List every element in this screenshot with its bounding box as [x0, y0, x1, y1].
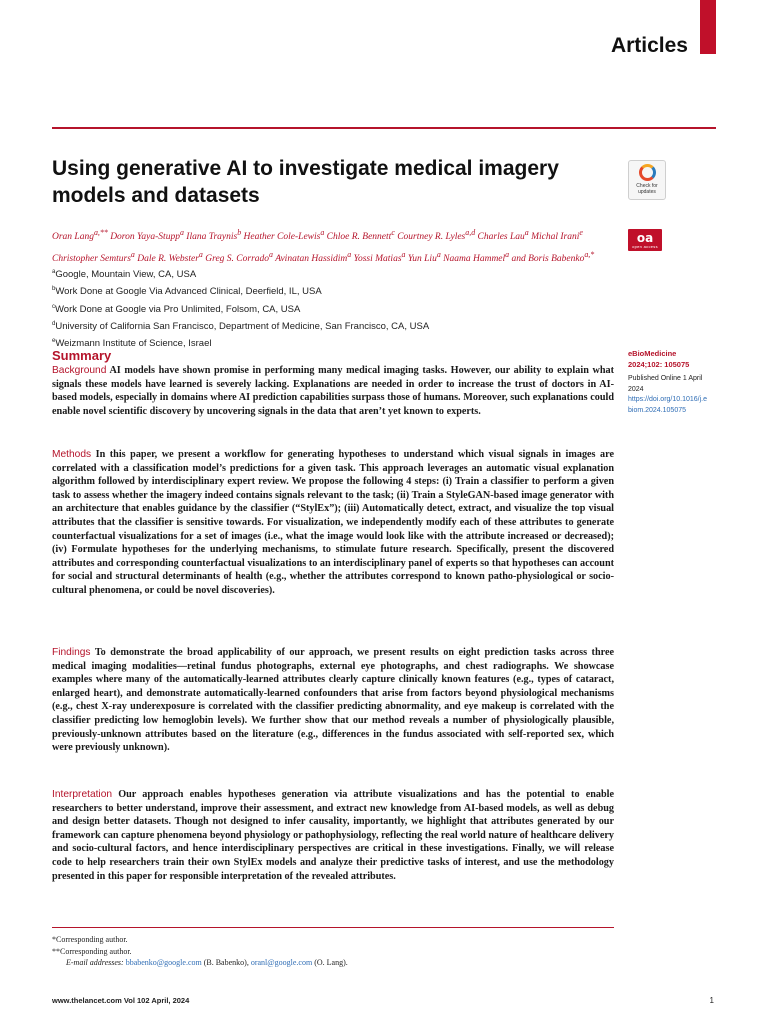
check-updates-label: Check for updates: [636, 183, 658, 195]
author-name[interactable]: Dale R. Webster: [137, 254, 199, 265]
author-sup: a,d: [465, 228, 476, 237]
affiliation: $^d$University of California San Francisco, Department of Medicine, San Francisco, CA, USA: [52, 321, 430, 333]
open-access-logo: oa: [636, 230, 654, 245]
author-sup: a: [436, 250, 441, 260]
author-list: [52, 224, 612, 268]
journal-name: eBioMedicine: [628, 349, 677, 358]
header-rule: [52, 127, 716, 129]
journal-footer: www.thelancet.com Vol 102 April, 2024: [52, 996, 190, 1005]
findings-text: To demonstrate the broad applicability of our approach, we present results on eight prediction tasks across three medical imaging modalities—retinal fundus photographs, external eye photographs, and chest radiographs. We showcase examples where many of the automatically-learned attributes clearly capture clinically known features (e.g., types of cataract, enlarged heart), and demonstrate automatically-learned confounders that arise from factors beyond physiological mechanisms (e.g., chest X-ray underexposure is correlated with the classifier predicting abnormality, and eye makeup is correlated with the classifier predicting low hemoglobin levels). We further show that our method reveals a number of physiologically plausible, previously-unknown attributes based on the literature (e.g., differences in the fundus associated with self-reported sex, which were previously unknown).: [52, 647, 614, 754]
abstract-methods: [52, 448, 614, 598]
author-sup: a: [401, 250, 406, 260]
interpretation-label: Interpretation: [52, 789, 113, 800]
author-line-1: [52, 224, 612, 246]
section-label: Articles: [610, 34, 688, 57]
methods-label: Methods: [52, 449, 92, 460]
check-updates-icon: [639, 164, 656, 181]
footnote-rule: [52, 927, 614, 928]
email-owner: (O. Lang).: [314, 958, 348, 967]
author-name[interactable]: Avinatan Hassidim: [275, 254, 348, 265]
author-name[interactable]: and Boris Babenko: [511, 254, 585, 265]
author-name[interactable]: Yun Liu: [407, 254, 437, 265]
interpretation-text: Our approach enables hypotheses generation via attribute visualizations and has the potential to enable researchers to better understand, improve their assessment, and extract new knowledge from AI-based models, as well as debug and design better datasets. Though not designed to infer causality, importantly, we highlight that attributes generated by our framework can capture phenomena beyond physiology or pathophysiology, reflecting the real world nature of healthcare delivery and socio-cultural factors, and hence interdisciplinary perspectives are critical in these investigations. Finally, we will release code to help researchers train their own StylEx models and analyze their predictive tasks of interest, and use the methodology presented in this paper for responsible interpretation of the revealed attributes.: [52, 789, 614, 882]
email-link-babenko[interactable]: bbabenko@google.com: [125, 958, 202, 967]
author-name[interactable]: Michal Irani: [531, 232, 580, 243]
author-name[interactable]: Christopher Semturs: [52, 254, 131, 265]
author-sup: c: [391, 228, 395, 237]
affiliation: $^e$Weizmann Institute of Science, Israel: [52, 338, 212, 350]
author-sup: a,**: [93, 228, 108, 237]
abstract-background: [52, 364, 614, 418]
open-access-badge: [628, 229, 662, 251]
published-date: Published Online 1 April 2024: [628, 375, 703, 393]
methods-text: In this paper, we present a workflow for generating hypotheses to understand which visual signals in images are correlated with a classification model’s predictions for a given task. This approach leverages an automatic visual explanation algorithm followed by interdisciplinary expert review. We propose the following 4 steps: (i) Train a classifier to perform a given task to assess whether the imagery indeed contains signals relevant to the task; (ii) Train a StyleGAN-based image generator with an architecture that enables guidance by the classifier (“StylEx”); (iii) Automatically detect, extract, and visualize the top visual attributes that the classifier is sensitive towards. For visualization, we independently modify each of these attributes to generate counterfactual visualizations for a set of images (i.e., what the image would look like with the attribute increased or decreased); (iv) Formulate hypotheses for the underlying mechanisms, to stimulate future research. Specifically, present the discovered attributes and corresponding counterfactual visualizations to an interdisciplinary panel of experts so that hypotheses can account for social and structural determinants of health (e.g., whether the attributes correspond to known patho-physiological or socio-cultural phenomena, or could be novel discoveries).: [52, 449, 614, 596]
author-name[interactable]: Doron Yaya-Stupp: [110, 232, 180, 243]
author-name[interactable]: Oran Lang: [52, 232, 94, 243]
author-sup: b: [237, 228, 242, 237]
author-sup: a,*: [584, 250, 595, 260]
corresponding-author-1: *Corresponding author.: [52, 935, 128, 944]
author-name[interactable]: Chloe R. Bennett: [326, 232, 392, 243]
author-sup: a: [347, 250, 352, 260]
open-access-label: open access: [632, 243, 658, 249]
email-link-lang[interactable]: oranl@google.com: [250, 958, 313, 967]
article-title: Using generative AI to investigate medical imagery models and datasets: [52, 157, 559, 207]
author-name[interactable]: Courtney R. Lyles: [397, 232, 466, 243]
background-text: AI models have shown promise in performing many medical imaging tasks. However, our ability to explain what signals these models have learned is severely lacking. Explanations are needed in order to increase the trust of doctors in AI-based models, especially in domains where AI prediction capabilities surpass those of humans. Moreover, such explanations could enable novel scientific discovery by uncovering signals in the data that aren’t yet known to experts.: [52, 365, 614, 417]
author-name[interactable]: Heather Cole-Lewis: [243, 232, 321, 243]
abstract-findings: [52, 646, 614, 755]
author-sup: a: [179, 228, 184, 237]
check-for-updates-badge[interactable]: [628, 160, 666, 200]
abstract-interpretation: [52, 788, 614, 883]
author-name[interactable]: Greg S. Corrado: [205, 254, 270, 265]
article-info-sidebar: [628, 348, 710, 416]
author-name[interactable]: Yossi Matias: [353, 254, 402, 265]
page-number: 1: [709, 996, 714, 1005]
author-name[interactable]: Naama Hammel: [443, 254, 506, 265]
affiliation: $^b$Work Done at Google Via Advanced Clinical, Deerfield, IL, USA: [52, 286, 322, 298]
author-sup: a: [269, 250, 273, 260]
email-line: [66, 957, 614, 969]
author-sup: a: [524, 228, 529, 237]
author-name[interactable]: Ilana Traynis: [186, 232, 238, 243]
email-owner: (B. Babenko),: [203, 958, 249, 967]
summary-heading: Summary: [52, 348, 112, 363]
affiliation: $^c$Work Done at Google via Pro Unlimited, Folsom, CA, USA: [52, 303, 301, 315]
background-label: Background: [52, 365, 107, 376]
findings-label: Findings: [52, 647, 91, 658]
affiliations: [52, 265, 612, 352]
author-sup: a: [320, 228, 325, 237]
author-sup: a: [198, 250, 203, 260]
email-label: E-mail addresses:: [66, 958, 124, 967]
corresponding-author-2: **Corresponding author.: [52, 946, 132, 956]
doi-link[interactable]: https://doi.org/10.1016/j.ebiom.2024.105075: [628, 396, 707, 414]
affiliation: $^a$Google, Mountain View, CA, USA: [52, 269, 197, 281]
author-sup: a: [130, 250, 135, 260]
author-name[interactable]: Charles Lau: [477, 232, 525, 243]
journal-citation: 2024;102: 105075: [628, 360, 690, 369]
header-accent-bar: [700, 0, 716, 54]
footnotes: [52, 934, 614, 969]
author-sup: a: [505, 250, 510, 260]
author-sup: e: [579, 228, 583, 237]
